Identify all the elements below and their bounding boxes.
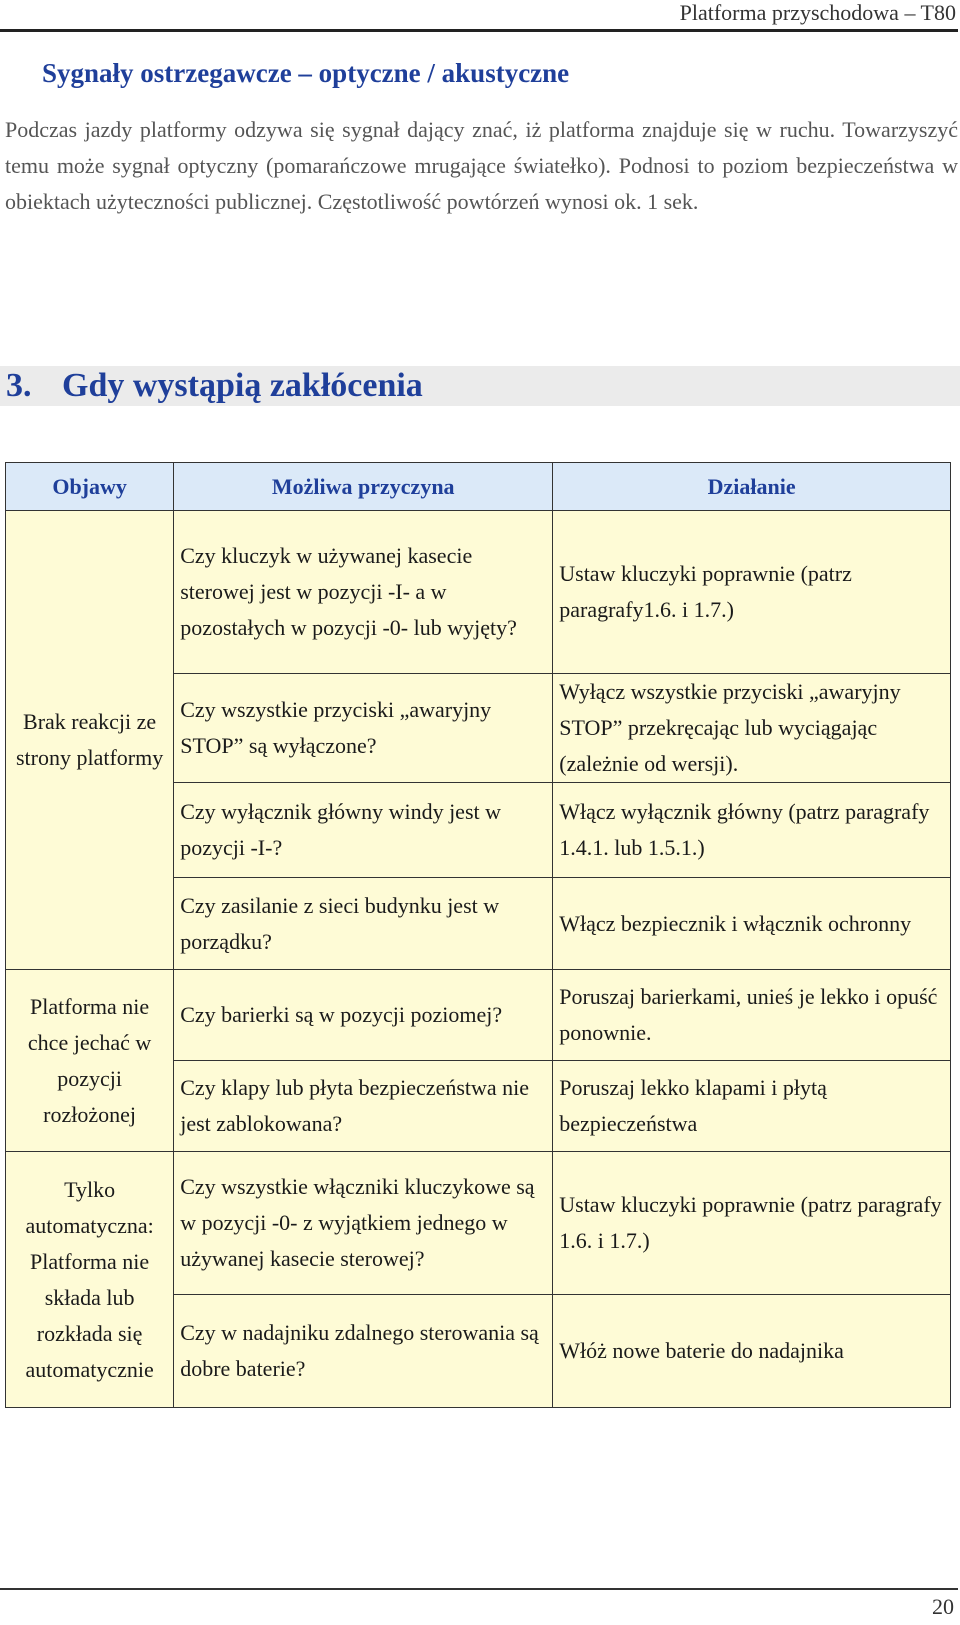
footer-divider <box>0 1588 958 1590</box>
section-paragraph: Podczas jazdy platformy odzywa się sygnał dający znać, iż platforma znajduje się w ruchu. Towarzyszyć temu może sygnał optyczny (pomarańczowe mrugające światełko). Podnosi to poziom bezpieczeństwa w obiektach użyteczności publicznej. Częstotliwość powtórzeń wynosi ok. 1 sek. <box>5 117 958 214</box>
action-cell: Poruszaj barierkami, unieś je lekko i opuść ponownie. <box>553 970 951 1061</box>
table-header-row <box>6 463 951 511</box>
symptom-cell: Brak reakcji ze strony platformy <box>6 511 174 970</box>
chapter-heading <box>0 366 960 406</box>
troubleshooting-table <box>5 462 951 1408</box>
action-cell: Wyłącz wszystkie przyciski „awaryjny STOP” przekręcając lub wyciągając (zależnie od wersji). <box>553 674 951 783</box>
table-row <box>6 1152 951 1295</box>
header-symptoms: Objawy <box>6 463 174 511</box>
cause-cell: Czy wyłącznik główny windy jest w pozycji -I-? <box>174 783 553 878</box>
cause-cell: Czy klapy lub płyta bezpieczeństwa nie jest zablokowana? <box>174 1061 553 1152</box>
cause-cell: Czy kluczyk w używanej kasecie sterowej jest w pozycji -I- a w pozostałych w pozycji -0- lub wyjęty? <box>174 511 553 674</box>
action-cell: Włącz bezpiecznik i włącznik ochronny <box>553 878 951 970</box>
symptom-cell: Tylko automatyczna: Platforma nie składa lub rozkłada się automatycznie <box>6 1152 174 1408</box>
cause-cell: Czy wszystkie włączniki kluczykowe są w pozycji -0- z wyjątkiem jednego w używanej kasecie sterowej? <box>174 1152 553 1295</box>
header-divider <box>0 29 958 32</box>
action-cell: Ustaw kluczyki poprawnie (patrz paragrafy1.6. i 1.7.) <box>553 511 951 674</box>
header-action: Działanie <box>553 463 951 511</box>
cause-cell: Czy wszystkie przyciski „awaryjny STOP” są wyłączone? <box>174 674 553 783</box>
action-cell: Poruszaj lekko klapami i płytą bezpieczeństwa <box>553 1061 951 1152</box>
chapter-title: Gdy wystąpią zakłócenia <box>62 367 423 404</box>
cause-cell: Czy w nadajniku zdalnego sterowania są dobre baterie? <box>174 1295 553 1408</box>
header-cause: Możliwa przyczyna <box>174 463 553 511</box>
page-number: 20 <box>932 1594 954 1619</box>
chapter-number: 3. <box>6 367 32 404</box>
action-cell: Włóż nowe baterie do nadajnika <box>553 1295 951 1408</box>
symptom-cell: Platforma nie chce jechać w pozycji rozłożonej <box>6 970 174 1152</box>
action-cell: Włącz wyłącznik główny (patrz paragrafy 1.4.1. lub 1.5.1.) <box>553 783 951 878</box>
table-row <box>6 511 951 674</box>
action-cell: Ustaw kluczyki poprawnie (patrz paragrafy 1.6. i 1.7.) <box>553 1152 951 1295</box>
section-title: Sygnały ostrzegawcze – optyczne / akustyczne <box>42 58 570 88</box>
cause-cell: Czy zasilanie z sieci budynku jest w porządku? <box>174 878 553 970</box>
cause-cell: Czy barierki są w pozycji poziomej? <box>174 970 553 1061</box>
table-row <box>6 970 951 1061</box>
page-header-title: Platforma przyschodowa – T80 <box>679 0 956 25</box>
